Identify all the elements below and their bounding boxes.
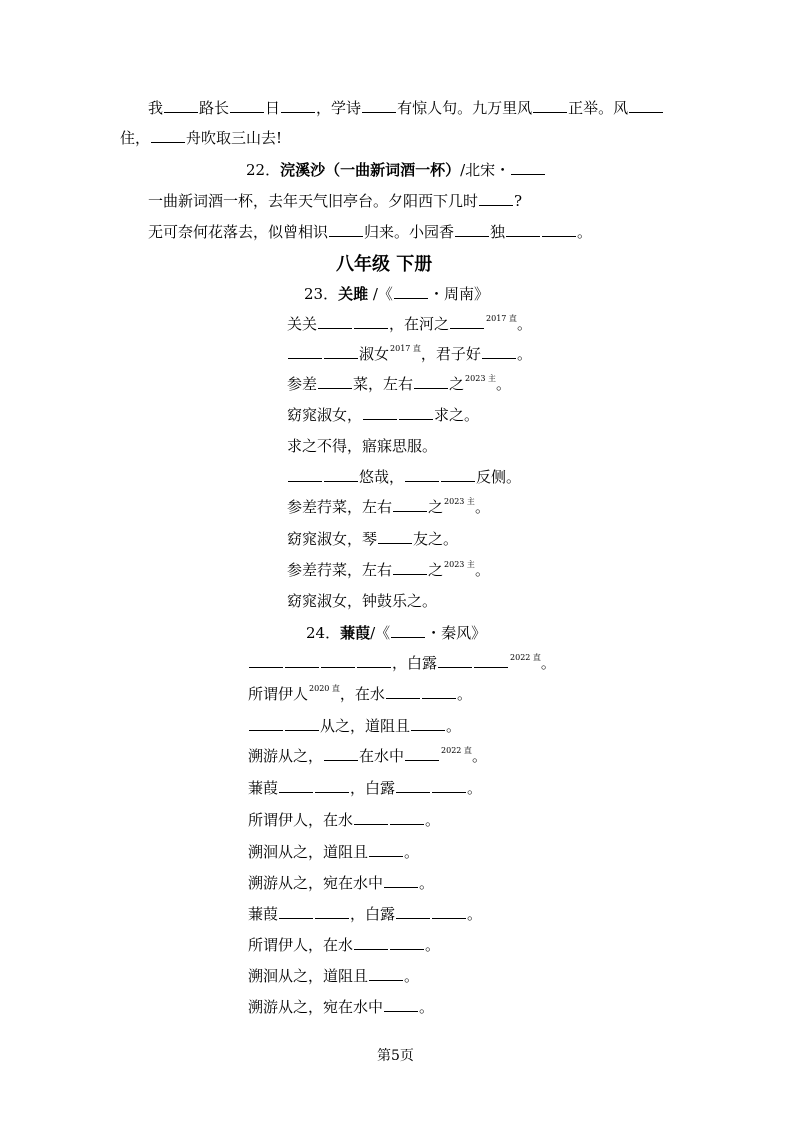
text-segment: /北宋・	[460, 161, 511, 179]
text-segment: 正举。风	[568, 99, 629, 117]
fill-in-blank[interactable]	[390, 935, 424, 950]
text-segment: 。	[474, 561, 490, 579]
text-segment: ?	[514, 192, 523, 210]
fill-in-blank[interactable]	[391, 623, 425, 638]
text-segment: 所谓伊人，在水	[248, 936, 354, 954]
fill-in-blank[interactable]	[279, 778, 313, 793]
text-line	[148, 98, 664, 118]
exam-year-note: 2017 直	[486, 314, 517, 323]
text-line	[148, 222, 592, 242]
text-line	[248, 653, 556, 673]
text-segment: 在水中	[359, 747, 405, 765]
text-segment: 。	[404, 843, 420, 861]
text-segment: ，白露	[350, 905, 396, 923]
text-line	[287, 374, 511, 394]
fill-in-blank[interactable]	[411, 716, 445, 731]
text-segment: ，白露	[392, 654, 438, 672]
text-line	[248, 778, 482, 798]
fill-in-blank[interactable]	[151, 128, 185, 143]
fill-in-blank[interactable]	[533, 98, 567, 113]
text-segment: 住，	[120, 129, 151, 147]
text-line	[287, 314, 532, 334]
fill-in-blank[interactable]	[506, 222, 540, 237]
text-segment: 舟吹取三山去!	[186, 129, 283, 147]
fill-in-blank[interactable]	[249, 653, 283, 668]
fill-in-blank[interactable]	[362, 98, 396, 113]
fill-in-blank[interactable]	[324, 344, 358, 359]
fill-in-blank[interactable]	[285, 716, 319, 731]
text-segment: 蒹葭	[248, 905, 279, 923]
fill-in-blank[interactable]	[386, 684, 420, 699]
text-line	[248, 842, 419, 862]
text-line	[248, 716, 461, 736]
text-segment: ，在河之	[389, 315, 450, 333]
text-line	[287, 467, 521, 487]
text-segment: 溯洄从之，道阻且	[248, 843, 369, 861]
text-line	[287, 591, 437, 611]
fill-in-blank[interactable]	[315, 904, 349, 919]
fill-in-blank[interactable]	[482, 344, 516, 359]
text-segment: 一曲新词酒一杯，去年天气旧亭台。夕阳西下几时	[148, 192, 479, 210]
fill-in-blank[interactable]	[354, 314, 388, 329]
text-segment: 。	[467, 779, 483, 797]
fill-in-blank[interactable]	[279, 904, 313, 919]
text-segment: 参差荇菜，左右	[287, 561, 393, 579]
exam-year-note: 2022 直	[441, 746, 472, 755]
exam-year-note: 2020 直	[309, 684, 340, 693]
text-segment: /《	[370, 624, 391, 642]
fill-in-blank[interactable]	[164, 98, 198, 113]
text-segment: 窈窕淑女，琴	[287, 530, 378, 548]
fill-in-blank[interactable]	[329, 222, 363, 237]
text-segment: 。	[516, 315, 532, 333]
section-heading: 八年级 下册	[336, 254, 433, 275]
fill-in-blank[interactable]	[369, 966, 403, 981]
text-segment: 窈窕淑女，钟鼓乐之。	[287, 592, 438, 610]
text-line	[246, 160, 546, 180]
fill-in-blank[interactable]	[354, 935, 388, 950]
text-segment: 参差	[287, 375, 318, 393]
text-segment: 。	[425, 811, 441, 829]
text-segment: 友之。	[413, 530, 459, 548]
text-segment: 所谓伊人，在水	[248, 811, 354, 829]
exam-year-note: 2017 直	[390, 344, 421, 353]
text-segment: 溯游从之，宛在水中	[248, 874, 384, 892]
fill-in-blank[interactable]	[393, 497, 427, 512]
text-line	[120, 128, 282, 148]
fill-in-blank[interactable]	[318, 314, 352, 329]
fill-in-blank[interactable]	[542, 222, 576, 237]
fill-in-blank[interactable]	[384, 997, 418, 1012]
text-line	[248, 997, 434, 1017]
fill-in-blank[interactable]	[396, 778, 430, 793]
fill-in-blank[interactable]	[422, 684, 456, 699]
exam-year-note: 2023 主	[444, 560, 475, 569]
fill-in-blank[interactable]	[455, 222, 489, 237]
text-line	[306, 623, 486, 643]
text-segment: 反侧。	[476, 468, 522, 486]
exam-year-note: 2023 主	[465, 374, 496, 383]
text-segment: ，学诗	[316, 99, 362, 117]
fill-in-blank[interactable]	[393, 560, 427, 575]
text-segment: 。	[516, 345, 532, 363]
fill-in-blank[interactable]	[384, 873, 418, 888]
fill-in-blank[interactable]	[321, 653, 355, 668]
fill-in-blank[interactable]	[369, 842, 403, 857]
text-segment: 之	[428, 498, 444, 516]
fill-in-blank[interactable]	[479, 191, 513, 206]
fill-in-blank[interactable]	[285, 653, 319, 668]
text-segment: 归来。小园香	[364, 223, 455, 241]
text-segment: 。	[456, 685, 472, 703]
poem-title: 浣溪沙（一曲新词酒一杯）	[280, 161, 461, 179]
fill-in-blank[interactable]	[363, 405, 397, 420]
fill-in-blank[interactable]	[432, 904, 466, 919]
fill-in-blank[interactable]	[511, 160, 545, 175]
text-segment: 。	[471, 747, 487, 765]
text-segment: 。	[425, 936, 441, 954]
text-segment: ・周南》	[428, 285, 489, 303]
text-segment: 蒹葭	[248, 779, 279, 797]
fill-in-blank[interactable]	[315, 778, 349, 793]
text-segment: 溯洄从之，道阻且	[248, 967, 369, 985]
text-segment: 参差荇菜，左右	[287, 498, 393, 516]
text-segment: 我	[148, 99, 164, 117]
text-line	[304, 284, 489, 304]
text-segment: 。	[495, 375, 511, 393]
fill-in-blank[interactable]	[390, 810, 424, 825]
text-segment: 菜，左右	[353, 375, 414, 393]
text-segment: 淑女	[359, 345, 390, 363]
text-segment: 窈窕淑女，	[287, 406, 363, 424]
fill-in-blank[interactable]	[432, 778, 466, 793]
text-segment: 路长	[199, 99, 230, 117]
text-line	[248, 684, 472, 704]
fill-in-blank[interactable]	[288, 467, 322, 482]
exam-year-note: 2022 直	[510, 653, 541, 662]
text-segment: 。	[474, 498, 490, 516]
poem-title: 蒹葭	[340, 624, 371, 642]
text-line	[287, 436, 437, 456]
text-line	[287, 497, 490, 517]
text-line	[287, 405, 479, 425]
text-segment: 从之，道阻且	[320, 717, 411, 735]
text-segment: 。	[446, 717, 462, 735]
fill-in-blank[interactable]	[394, 284, 428, 299]
text-segment: 所谓伊人	[248, 685, 309, 703]
text-segment: 。	[404, 967, 420, 985]
fill-in-blank[interactable]	[405, 746, 439, 761]
text-segment: 之	[428, 561, 444, 579]
text-segment: 24．	[306, 624, 341, 642]
text-segment: 悠哉，	[359, 468, 405, 486]
fill-in-blank[interactable]	[281, 98, 315, 113]
text-segment: 求之。	[434, 406, 480, 424]
text-line	[248, 746, 487, 766]
fill-in-blank[interactable]	[629, 98, 663, 113]
fill-in-blank[interactable]	[450, 314, 484, 329]
text-segment: ・秦风》	[426, 624, 487, 642]
page-number: 第5页	[377, 1048, 414, 1064]
text-line	[148, 191, 522, 211]
text-segment: 22．	[246, 161, 281, 179]
text-segment: 溯游从之，	[248, 747, 324, 765]
text-segment: 溯游从之，宛在水中	[248, 998, 384, 1016]
fill-in-blank[interactable]	[399, 405, 433, 420]
exam-year-note: 2023 主	[444, 497, 475, 506]
text-segment: 。	[467, 905, 483, 923]
fill-in-blank[interactable]	[438, 653, 472, 668]
fill-in-blank[interactable]	[357, 653, 391, 668]
text-line	[248, 904, 482, 924]
text-line	[287, 529, 458, 549]
text-line	[248, 810, 440, 830]
text-line	[248, 935, 440, 955]
text-segment: 求之不得，寤寐思服。	[287, 437, 438, 455]
text-segment: 。	[419, 874, 435, 892]
fill-in-blank[interactable]	[249, 716, 283, 731]
fill-in-blank[interactable]	[405, 467, 439, 482]
text-line	[248, 966, 419, 986]
fill-in-blank[interactable]	[441, 467, 475, 482]
text-segment: 有惊人句。九万里风	[397, 99, 533, 117]
fill-in-blank[interactable]	[288, 344, 322, 359]
fill-in-blank[interactable]	[474, 653, 508, 668]
fill-in-blank[interactable]	[324, 467, 358, 482]
fill-in-blank[interactable]	[324, 746, 358, 761]
text-segment: ，在水	[339, 685, 385, 703]
text-segment: 关关	[287, 315, 318, 333]
fill-in-blank[interactable]	[230, 98, 264, 113]
text-line	[287, 560, 490, 580]
text-segment: 无可奈何花落去，似曾相识	[148, 223, 329, 241]
fill-in-blank[interactable]	[318, 374, 352, 389]
text-segment: 日	[265, 99, 281, 117]
fill-in-blank[interactable]	[378, 529, 412, 544]
poem-title: 关雎	[338, 285, 369, 303]
text-segment: /《	[368, 285, 393, 303]
fill-in-blank[interactable]	[414, 374, 448, 389]
text-segment: ，君子好	[420, 345, 481, 363]
fill-in-blank[interactable]	[396, 904, 430, 919]
text-segment: 独	[490, 223, 506, 241]
text-segment: ，白露	[350, 779, 396, 797]
text-segment: 23．	[304, 285, 339, 303]
text-segment: 。	[419, 998, 435, 1016]
text-segment: 。	[540, 654, 556, 672]
text-line	[287, 344, 532, 364]
fill-in-blank[interactable]	[354, 810, 388, 825]
text-segment: 。	[577, 223, 593, 241]
text-segment: 之	[449, 375, 465, 393]
text-line	[248, 873, 434, 893]
